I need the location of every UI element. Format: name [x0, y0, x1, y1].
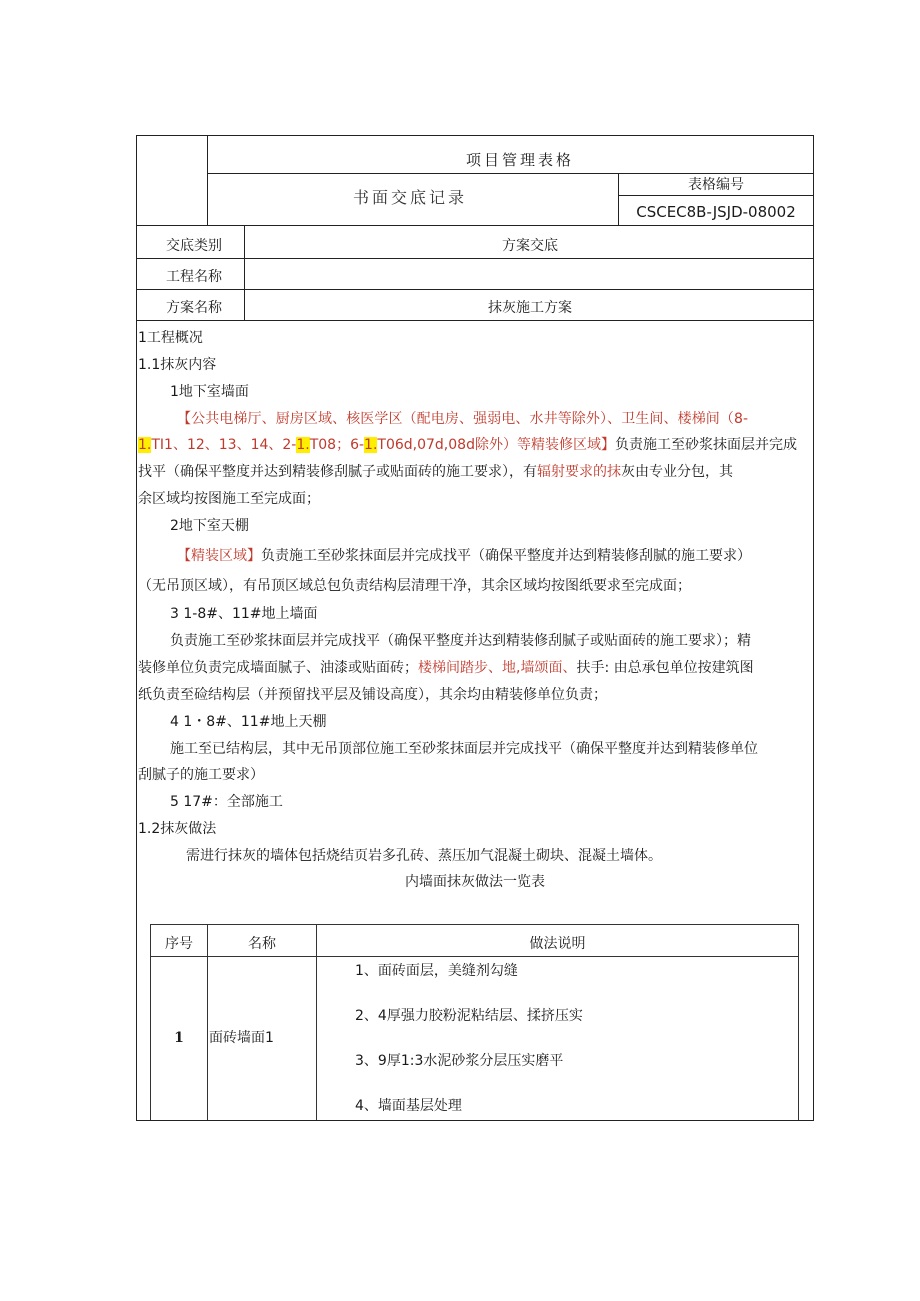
org-title: 项目管理表格 [465, 151, 574, 169]
info-row-line-2 [136, 289, 814, 290]
plain-text: 装修单位负责完成墙面腻子、油漆或贴面砖； [138, 660, 418, 676]
formno-mid-line [618, 195, 814, 196]
method-paragraph: 需进行抹灰的墙体包括烧结页岩多孔砖、蒸压加气混凝土砌块、混凝土墙体。 [186, 848, 662, 864]
table-row-step: 3、9厚1:3水泥砂浆分层压实磨平 [355, 1053, 564, 1069]
mt-header-bottom [150, 956, 799, 957]
red-text: TI1、12、13、14、2- [151, 437, 297, 453]
section-heading: 1工程概况 [138, 330, 203, 346]
mt-header-name: 名称 [248, 936, 276, 952]
info-value-category: 方案交底 [502, 238, 558, 254]
item-2-line-1 [177, 546, 751, 566]
table-row-step: 2、4厚强力胶粉泥粘结层、揉挤压实 [355, 1008, 583, 1024]
red-text: 【精装区域】 [177, 548, 261, 564]
plain-text: 找平（确保平整度并达到精装修刮腻子或贴面砖的施工要求），有 [138, 464, 537, 480]
item-1-title: 1地下室墙面 [170, 384, 249, 400]
form-title: 书面交底记录 [352, 188, 467, 207]
subsection-heading-2: 1.2抹灰做法 [138, 821, 217, 837]
table-title: 内墙面抹灰做法一览表 [405, 874, 545, 890]
item-3-line-3: 纸负责至硷结构层（并预留找平层及铺设高度），其余均由精装修单位负责； [138, 687, 607, 703]
table-row-name: 面砖墙面1 [209, 1030, 274, 1046]
mt-right [798, 924, 799, 1120]
info-label-scheme: 方案名称 [166, 300, 222, 316]
form-no-label: 表格编号 [688, 177, 744, 193]
frame-right [813, 135, 814, 1121]
frame-top [136, 135, 814, 136]
item-1-line-4: 余区域均按图施工至完成面； [138, 491, 320, 507]
red-text: 楼梯间踏步、地,墙颂面、 [418, 660, 577, 676]
logo-divider [207, 135, 208, 225]
info-divider [244, 225, 245, 321]
highlight-mark: 1. [296, 437, 310, 453]
red-text: T06d,07d,08d除外）等精装修区域】 [377, 437, 615, 453]
highlight-mark: 1. [364, 437, 378, 453]
item-3-line-2 [138, 658, 754, 678]
item-4-line-1: 施工至已结构层，其中无吊顶部位施工至砂浆抹面层并完成找平（确保平整度并达到精装修单位 [170, 741, 758, 757]
header-bottom-line [136, 225, 814, 226]
subsection-heading: 1.1抹灰内容 [138, 357, 217, 373]
item-1-line-3 [138, 462, 733, 482]
frame-bottom [136, 1120, 814, 1121]
item-3-line-1: 负责施工至砂浆抹面层并完成找平（确保平整度并达到精装修刮腻子或贴面砖的施工要求）；精 [170, 633, 751, 649]
red-text: T08；6- [309, 437, 365, 453]
mt-top [150, 924, 799, 925]
info-row-line-1 [136, 258, 814, 259]
red-text: 辐射要求的抹 [537, 464, 621, 480]
item-2-line-2: （无吊顶区域），有吊顶区域总包负责结构层清理干净，其余区域均按图纸要求至完成面； [138, 578, 691, 594]
info-label-category: 交底类别 [166, 238, 222, 254]
table-row-step: 4、墙面基层处理 [355, 1098, 462, 1114]
item-2-title: 2地下室天棚 [170, 518, 249, 534]
frame-left [136, 135, 137, 1121]
info-value-scheme: 抹灰施工方案 [488, 300, 572, 316]
table-row-no: 1 [174, 1030, 184, 1046]
item-4-line-2: 刮腻子的施工要求） [138, 767, 264, 783]
plain-text: 灰由专业分包，其 [621, 464, 733, 480]
item-5-title: 5 17#：全部施工 [170, 794, 283, 810]
mt-header-desc: 做法说明 [529, 936, 586, 952]
highlight-mark: 1. [138, 437, 152, 453]
form-no: CSCEC8B-JSJD-08002 [636, 203, 796, 221]
item-1-red-line: 【公共电梯厅、厨房区域、核医学区（配电房、强弱电、水井等除外）、卫生间、楼梯间（8- [177, 411, 749, 427]
header-mid-line [207, 173, 814, 174]
item-1-line-2 [138, 435, 797, 455]
info-label-project: 工程名称 [166, 269, 222, 285]
plain-text: 负责施工至砂浆抹面层并完成 [614, 437, 797, 453]
plain-text: 扶手: 由总承包单位按建筑图 [576, 660, 754, 676]
table-row-step: 1、面砖面层，美缝剂勾缝 [355, 963, 518, 979]
item-4-title: 4 1・8#、11#地上天棚 [170, 714, 327, 730]
item-3-title: 3 1-8#、11#地上墙面 [170, 606, 318, 622]
mt-header-no: 序号 [165, 936, 193, 952]
info-row-line-3 [136, 320, 814, 321]
plain-text: 负责施工至砂浆抹面层并完成找平（确保平整度并达到精装修刮腻的施工要求） [261, 548, 751, 564]
